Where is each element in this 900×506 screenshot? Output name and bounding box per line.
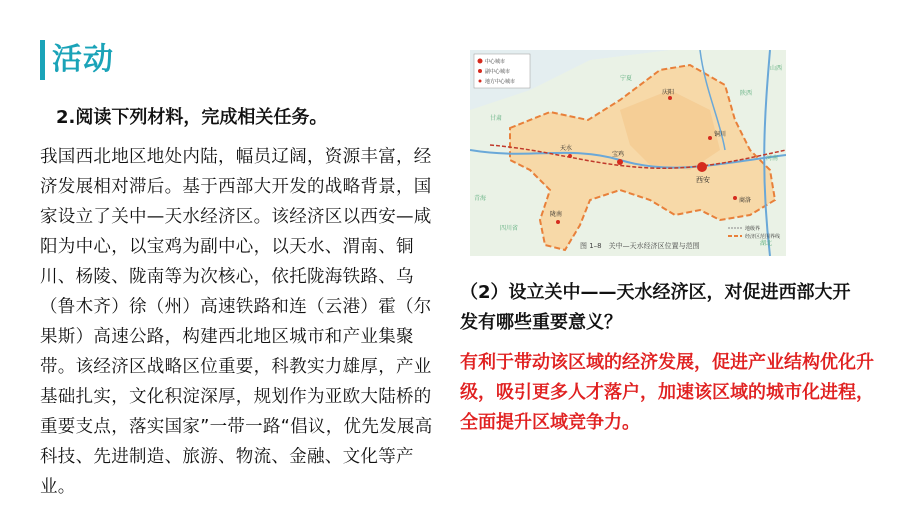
legend-local-center: 地方中心城市	[485, 79, 516, 85]
ningxia-label: 宁夏	[620, 75, 633, 82]
sichuan-label: 四川省	[500, 225, 519, 232]
shanxi-label: 山西	[770, 65, 783, 72]
map-caption: 图 1–8 关中—天水经济区位置与范围	[580, 242, 700, 250]
tianshui-label: 天水	[560, 145, 573, 152]
legend-boundary: 地级界	[745, 226, 761, 232]
qingyang-label: 庆阳	[662, 89, 675, 96]
xian-label: 西安	[696, 176, 710, 184]
longnan-label: 陇南	[550, 211, 563, 218]
baoji-marker	[617, 159, 623, 165]
shaanxi-label: 陕西	[740, 90, 753, 97]
legend-local-center-icon	[479, 80, 482, 83]
legend-sub-center: 副中心城市	[485, 69, 511, 75]
legend-zone-boundary: 经济区范围界线	[745, 234, 781, 240]
economic-zone-map	[470, 50, 786, 256]
page-title: 活动	[52, 42, 114, 77]
shangluo-label: 商洛	[739, 197, 752, 204]
map-svg	[470, 50, 786, 256]
legend-center-city: 中心城市	[485, 59, 506, 65]
shangluo-marker	[733, 196, 737, 200]
material-paragraph: 我国西北地区地处内陆，幅员辽阔，资源丰富，经济发展相对滞后。基于西部大开发的战略背景，国家设立了关中—天水经济区。该经济区以西安—咸阳为中心，以宝鸡为副中心，以天水、渭南、铜川、杨陵、陇南等为次核心，依托陇海铁路、乌（鲁木齐）徐（州）高速铁路和连（云港）霍（尔果斯）高速公路，构建西北地区城市和产业集聚带。该经济区战略区位重要，科教实力雄厚，产业基础扎实，文化积淀深厚，规划作为亚欧大陆桥的重要支点，落实国家”一带一路“倡议，优先发展高科技、先进制造、旅游、物流、金融、文化等产业。	[40, 147, 433, 497]
legend-center-city-icon	[478, 59, 483, 64]
henan-label: 河南	[766, 155, 779, 162]
title-accent-bar	[40, 40, 45, 80]
legend-sub-center-icon	[478, 69, 482, 73]
task-heading: 2.阅读下列材料，完成相关任务。	[56, 107, 328, 128]
tongchuan-label: 铜川	[714, 131, 727, 138]
question-text: （2）设立关中——天水经济区，对促进西部大开发有哪些重要意义？	[460, 282, 851, 333]
gansu-label: 甘肃	[490, 115, 503, 122]
baoji-label: 宝鸡	[612, 151, 625, 158]
qinghai-label: 青海	[474, 195, 487, 202]
tongchuan-marker	[708, 136, 712, 140]
hubei-label: 湖北	[760, 240, 773, 247]
tianshui-marker	[568, 154, 572, 158]
qingyang-marker	[668, 96, 672, 100]
xian-marker	[697, 162, 707, 172]
longnan-marker	[556, 220, 560, 224]
answer-text: 有利于带动该区域的经济发展，促进产业结构优化升级，吸引更多人才落户，加速该区域的城市化进程，全面提升区域竞争力。	[460, 352, 874, 433]
